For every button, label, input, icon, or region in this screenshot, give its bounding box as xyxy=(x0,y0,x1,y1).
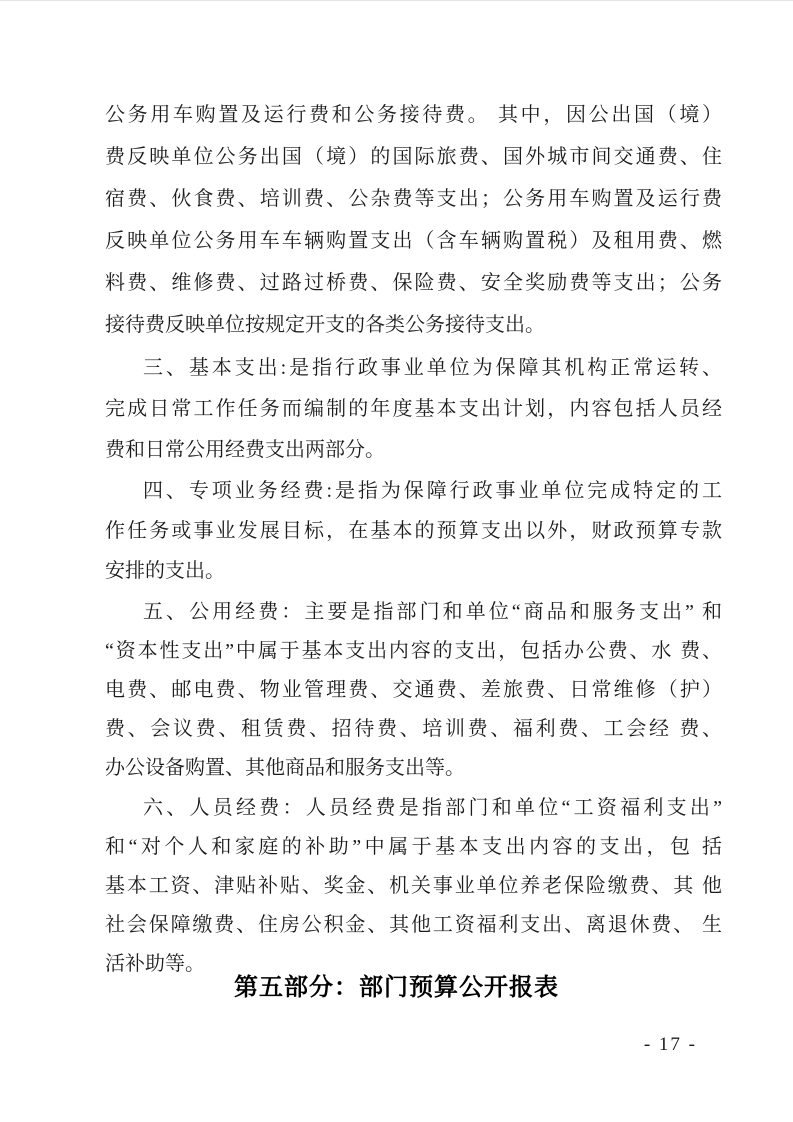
text-line: 五、公用经费：主要是指部门和单位“商品和服务支出” 和 xyxy=(143,601,722,623)
text-line: “资本性支出”中属于基本支出内容的支出，包括办公费、水 费、 xyxy=(105,640,722,662)
text-line: 办公设备购置、其他商品和服务支出等。 xyxy=(105,757,465,779)
paragraph-public-funds xyxy=(105,593,722,788)
text-line: 宿费、伙食费、培训费、公杂费等支出；公务用车购置及运行费 xyxy=(105,188,722,210)
text-line: 完成日常工作任务而编制的年度基本支出计划，内容包括人员经 xyxy=(105,398,722,420)
text-line: 安排的支出。 xyxy=(105,560,225,582)
text-line: 社会保障缴费、住房公积金、其他工资福利支出、离退休费、 生 xyxy=(105,914,722,936)
text-line: 费反映单位公务出国（境）的国际旅费、国外城市间交通费、住 xyxy=(105,146,722,168)
paragraph-vehicle-and-reception-fees xyxy=(105,94,722,346)
text-line: 和“对个人和家庭的补助”中属于基本支出内容的支出，包 括 xyxy=(105,836,722,858)
paragraph-special-business-funds xyxy=(105,471,722,591)
text-line: 接待费反映单位按规定开支的各类公务接待支出。 xyxy=(105,314,545,336)
page-number: - 17 - xyxy=(643,1034,697,1055)
text-line: 费和日常公用经费支出两部分。 xyxy=(105,439,385,461)
section-heading: 第五部分：部门预算公开报表 xyxy=(234,974,559,1001)
text-line: 三、基本支出:是指行政事业单位为保障其机构正常运转、 xyxy=(143,357,722,379)
text-line: 费、会议费、租赁费、招待费、培训费、福利费、工会经 费、 xyxy=(105,718,722,740)
text-line: 电费、邮电费、物业管理费、交通费、差旅费、日常维修（护） xyxy=(105,679,722,701)
text-line: 公务用车购置及运行费和公务接待费。 其中，因公出国（境） xyxy=(105,104,722,126)
text-line: 六、人员经费：人员经费是指部门和单位“工资福利支出” xyxy=(143,797,722,819)
text-line: 料费、维修费、过路过桥费、保险费、安全奖励费等支出；公务 xyxy=(105,272,722,294)
text-line: 活补助等。 xyxy=(105,953,205,975)
paragraph-personnel-funds xyxy=(105,789,722,984)
text-line: 作任务或事业发展目标，在基本的预算支出以外，财政预算专款 xyxy=(105,520,722,542)
text-line: 四、专项业务经费:是指为保障行政事业单位完成特定的工 xyxy=(143,480,722,502)
paragraph-basic-expenditure xyxy=(105,348,722,471)
text-line: 基本工资、津贴补贴、奖金、机关事业单位养老保险缴费、其 他 xyxy=(105,875,722,897)
text-line: 反映单位公务用车车辆购置支出（含车辆购置税）及租用费、燃 xyxy=(105,230,722,252)
